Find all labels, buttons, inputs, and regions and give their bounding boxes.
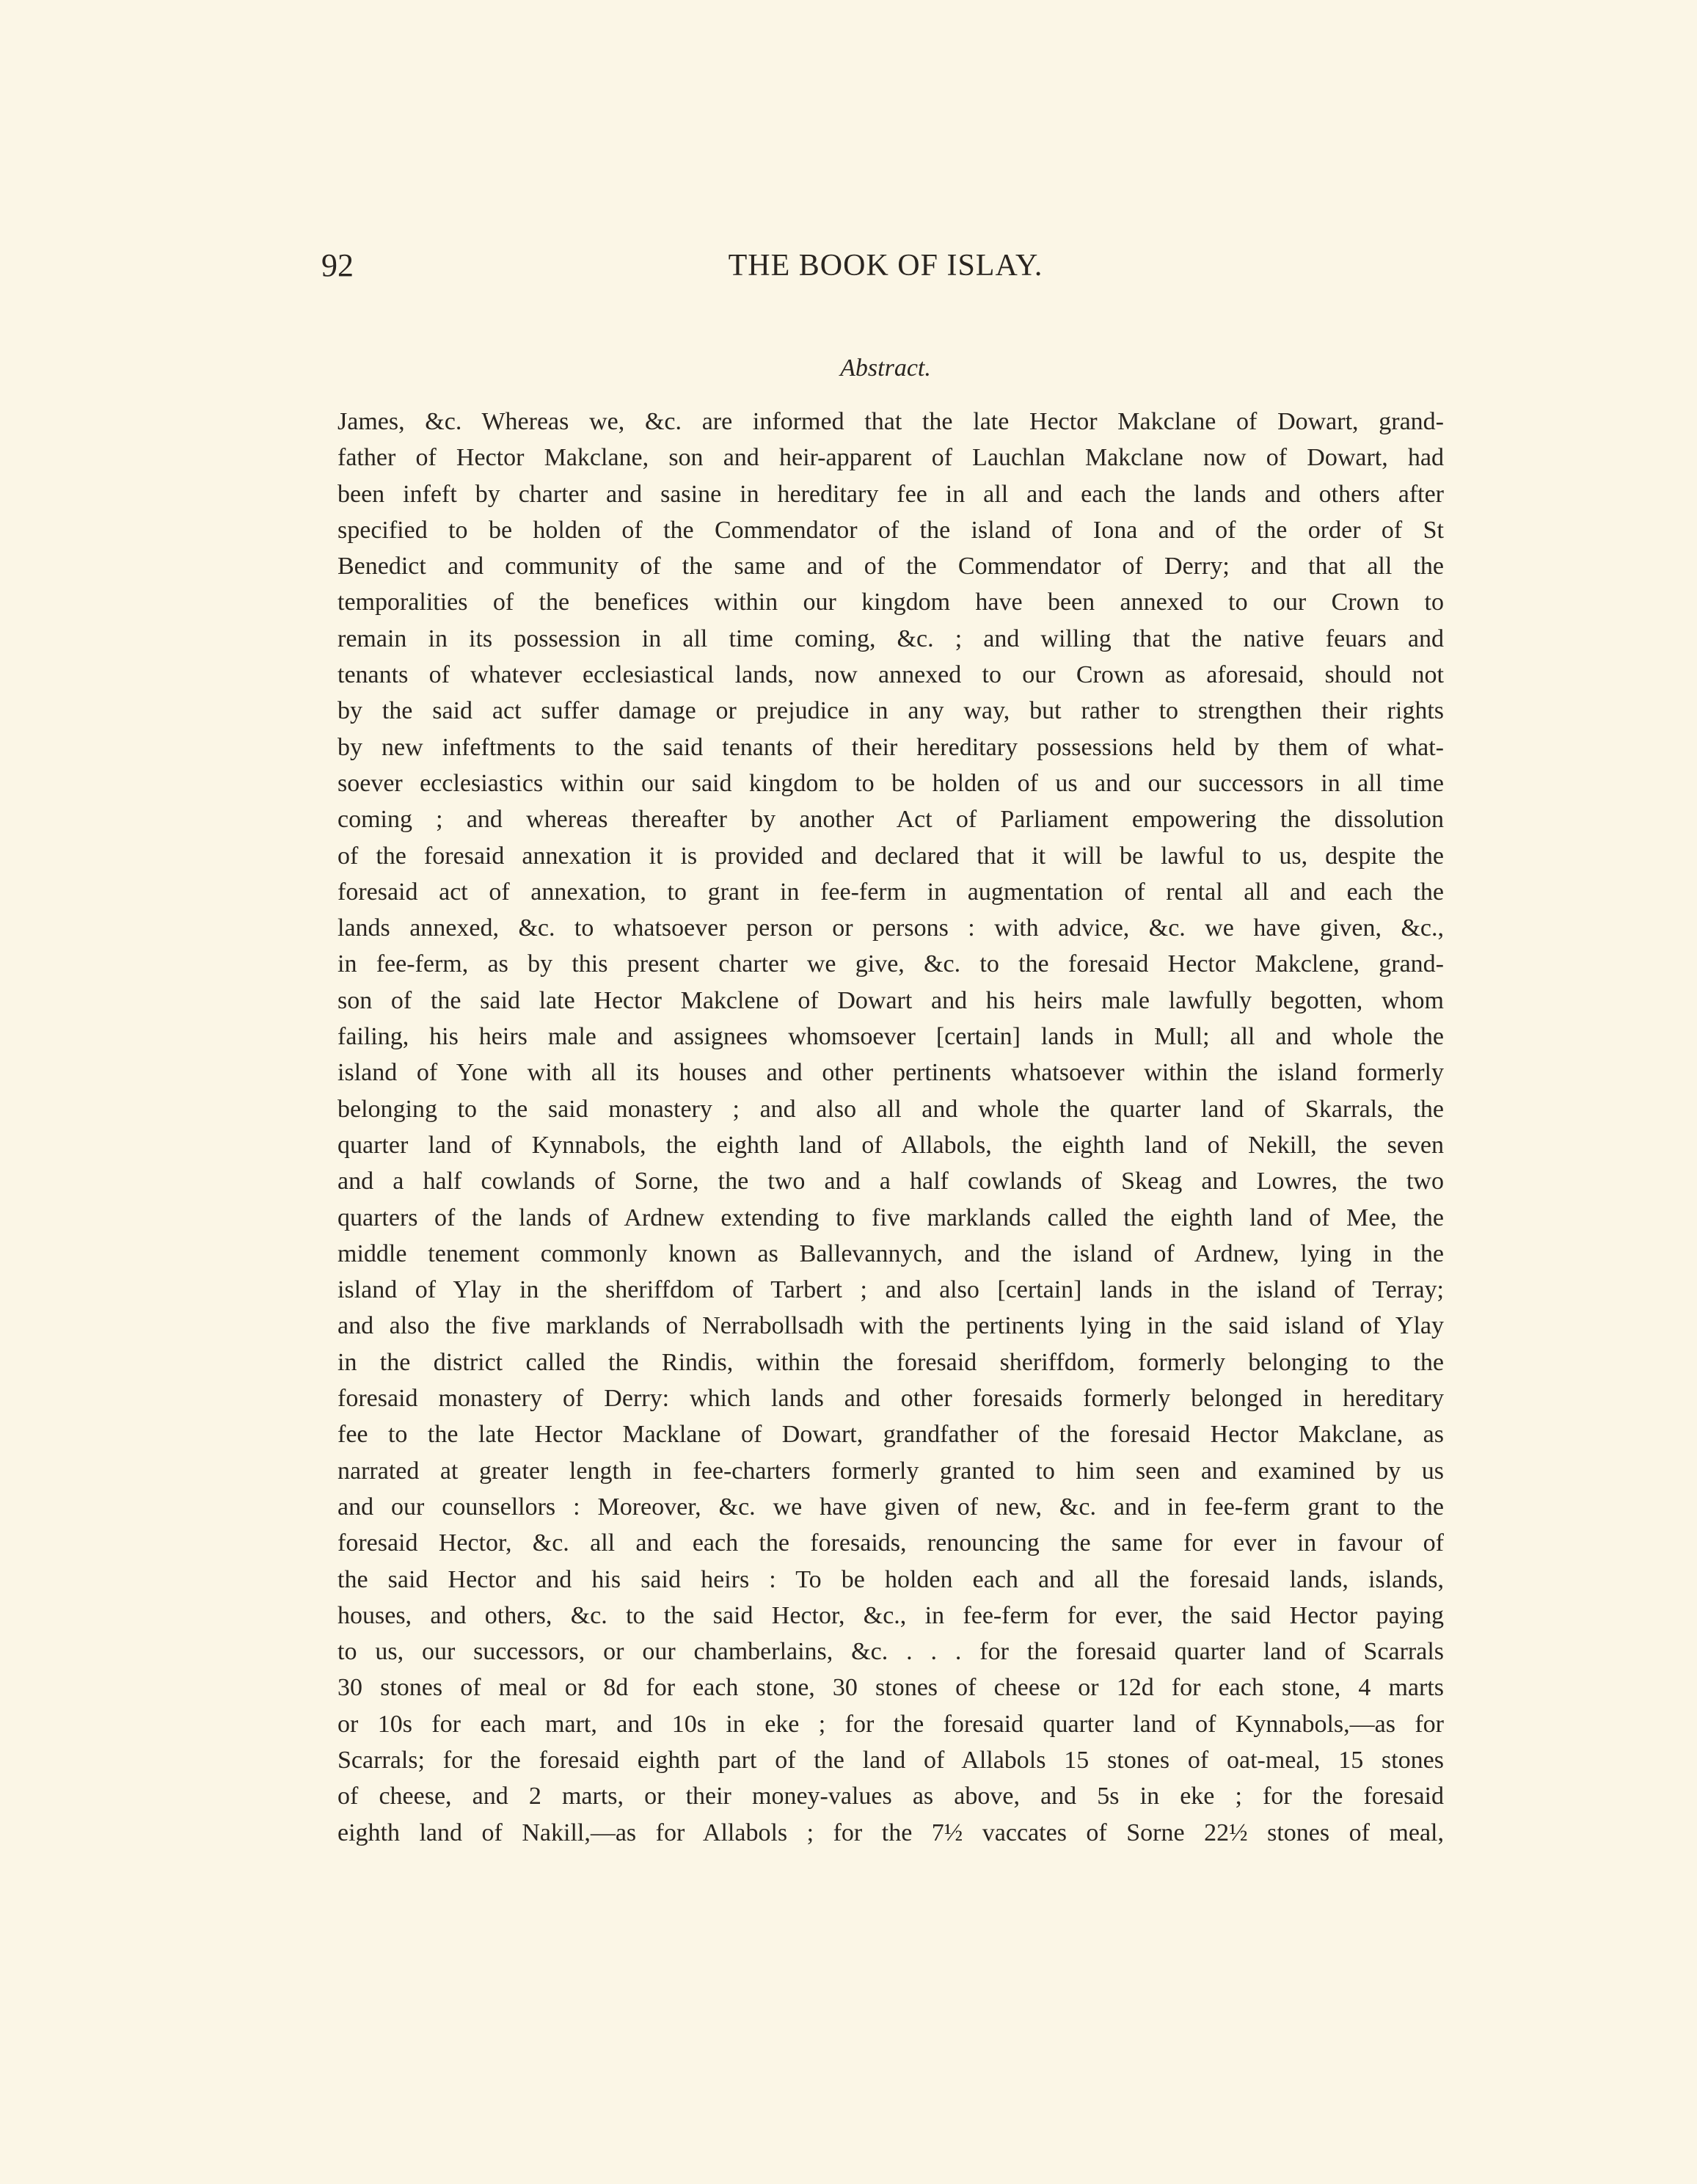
text-line: Scarrals; for the foresaid eighth part of the land of Allabols 15 stones of oat-meal, 15 stones — [337, 1746, 1444, 1774]
section-title: Abstract. — [840, 354, 931, 382]
text-line: foresaid act of annexation, to grant in fee-ferm in augmentation of rental all and each the — [337, 878, 1444, 906]
text-line: Benedict and community of the same and of the Commendator of Derry; and that all the — [337, 553, 1444, 580]
text-line: fee to the late Hector Macklane of Dowart, grandfather of the foresaid Hector Makclane, as — [337, 1421, 1444, 1449]
text-line: coming ; and whereas thereafter by another Act of Parliament empowering the dissolution — [337, 806, 1444, 834]
page-number: 92 — [321, 247, 354, 283]
text-line: island of Yone with all its houses and other pertinents whatsoever within the island formerly — [337, 1059, 1444, 1087]
text-line: temporalities of the benefices within our kingdom have been annexed to our Crown to — [337, 589, 1444, 616]
body-text — [337, 404, 1444, 1851]
text-line: father of Hector Makclane, son and heir-apparent of Lauchlan Makclane now of Dowart, had — [337, 444, 1444, 472]
text-line: 30 stones of meal or 8d for each stone, 30 stones of cheese or 12d for each stone, 4 marts — [337, 1674, 1444, 1702]
text-line: specified to be holden of the Commendator of the island of Iona and of the order of St — [337, 516, 1444, 544]
text-line: quarter land of Kynnabols, the eighth land of Allabols, the eighth land of Nekill, the seven — [337, 1131, 1444, 1159]
text-line: James, &c. Whereas we, &c. are informed that the late Hector Makclane of Dowart, grand- — [337, 408, 1444, 435]
text-line: the said Hector and his said heirs : To be holden each and all the foresaid lands, islands, — [337, 1565, 1444, 1593]
text-line: and a half cowlands of Sorne, the two and a half cowlands of Skeag and Lowres, the two — [337, 1168, 1444, 1195]
text-line: and also the five marklands of Nerrabollsadh with the pertinents lying in the said island of Ylay — [337, 1312, 1444, 1340]
text-line: by the said act suffer damage or prejudice in any way, but rather to strengthen their rights — [337, 697, 1444, 725]
text-line: been infeft by charter and sasine in hereditary fee in all and each the lands and others after — [337, 480, 1444, 508]
page-header — [321, 244, 1450, 288]
running-title: THE BOOK OF ISLAY. — [728, 249, 1043, 283]
text-line: in the district called the Rindis, within the foresaid sheriffdom, formerly belonging to the — [337, 1348, 1444, 1376]
text-line: quarters of the lands of Ardnew extending to five marklands called the eighth land of Mee, the — [337, 1204, 1444, 1231]
text-line: remain in its possession in all time coming, &c. ; and willing that the native feuars and — [337, 625, 1444, 652]
text-line: middle tenement commonly known as Ballevannych, and the island of Ardnew, lying in the — [337, 1240, 1444, 1267]
text-line: soever ecclesiastics within our said kingdom to be holden of us and our successors in all time — [337, 769, 1444, 797]
text-line: son of the said late Hector Makclene of Dowart and his heirs male lawfully begotten, whom — [337, 986, 1444, 1014]
text-line: tenants of whatever ecclesiastical lands, now annexed to our Crown as aforesaid, should not — [337, 661, 1444, 689]
text-line: foresaid Hector, &c. all and each the foresaids, renouncing the same for ever in favour of — [337, 1529, 1444, 1557]
text-line: by new infeftments to the said tenants of their hereditary possessions held by them of what- — [337, 733, 1444, 761]
text-line: foresaid monastery of Derry: which lands and other foresaids formerly belonged in hereditary — [337, 1385, 1444, 1413]
text-line: and our counsellors : Moreover, &c. we have given of new, &c. and in fee-ferm grant to the — [337, 1493, 1444, 1521]
text-line: of the foresaid annexation it is provided and declared that it will be lawful to us, despite the — [337, 842, 1444, 870]
text-line: narrated at greater length in fee-charters formerly granted to him seen and examined by us — [337, 1457, 1444, 1485]
text-line: or 10s for each mart, and 10s in eke ; for the foresaid quarter land of Kynnabols,—as for — [337, 1710, 1444, 1738]
text-line: to us, our successors, or our chamberlains, &c. . . . for the foresaid quarter land of Scarrals — [337, 1638, 1444, 1666]
text-line: island of Ylay in the sheriffdom of Tarbert ; and also [certain] lands in the island of Terray; — [337, 1276, 1444, 1304]
text-line: lands annexed, &c. to whatsoever person or persons : with advice, &c. we have given, &c., — [337, 914, 1444, 942]
text-line: in fee-ferm, as by this present charter we give, &c. to the foresaid Hector Makclene, grand- — [337, 950, 1444, 978]
text-line: of cheese, and 2 marts, or their money-values as above, and 5s in eke ; for the foresaid — [337, 1783, 1444, 1810]
text-line: failing, his heirs male and assignees whomsoever [certain] lands in Mull; all and whole the — [337, 1023, 1444, 1051]
text-line: eighth land of Nakill,—as for Allabols ; for the 7½ vaccates of Sorne 22½ stones of meal, — [337, 1819, 1444, 1846]
text-line: belonging to the said monastery ; and also all and whole the quarter land of Skarrals, the — [337, 1095, 1444, 1123]
text-line: houses, and others, &c. to the said Hector, &c., in fee-ferm for ever, the said Hector paying — [337, 1601, 1444, 1629]
